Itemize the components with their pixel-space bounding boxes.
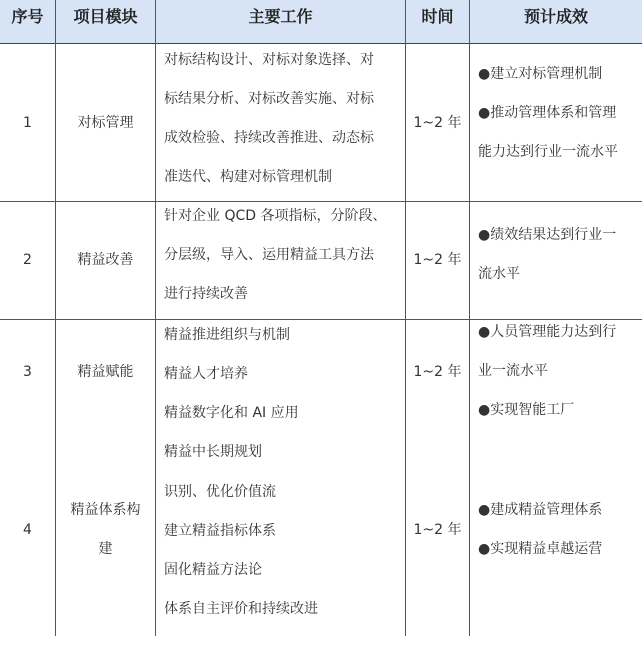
result-line: ●实现精益卓越运营 <box>478 541 603 557</box>
table-row-1-time: 1~2 年 <box>413 114 462 131</box>
work-line: 精益数字化和 AI 应用 <box>164 405 299 421</box>
work-line: 针对企业 QCD 各项指标，分阶段、 <box>164 208 387 224</box>
table-row-4-time: 1~2 年 <box>413 521 462 538</box>
table-row-1-module: 对标管理 <box>77 114 134 131</box>
work-line: 标结果分析、对标改善实施、对标 <box>164 91 374 107</box>
header-seq: 序号 <box>11 7 44 26</box>
table-row-4-result <box>470 491 642 571</box>
work-line: 体系自主评价和持续改进 <box>164 601 318 617</box>
module-line: 精益体系构 <box>70 502 141 518</box>
table-row-3-time: 1~2 年 <box>413 363 462 380</box>
work-line: 精益中长期规划 <box>164 444 262 460</box>
table-row-1-work <box>156 38 405 201</box>
header-module: 项目模块 <box>73 7 138 26</box>
result-line: ●人员管理能力达到行 <box>478 324 617 340</box>
table-row-2-seq: 2 <box>23 252 32 268</box>
table-row-2-module: 精益改善 <box>77 252 134 268</box>
result-line: ●建成精益管理体系 <box>478 502 603 518</box>
table-row-1-seq: 1 <box>23 114 32 131</box>
result-line: 能力达到行业一流水平 <box>478 144 618 160</box>
table-row-4-seq: 4 <box>23 521 32 538</box>
result-line: ●实现智能工厂 <box>478 402 575 418</box>
table-row-4-module <box>56 490 155 570</box>
work-line: 准迭代、构建对标管理机制 <box>164 169 332 185</box>
table-row-3-seq: 3 <box>23 363 32 380</box>
work-line: 进行持续改善 <box>164 286 248 302</box>
work-line: 分层级，导入、运用精益工具方法 <box>164 247 374 263</box>
result-line: ●推动管理体系和管理 <box>478 105 617 121</box>
table-row-2-result <box>470 199 642 319</box>
table-row-3-module: 精益赋能 <box>77 363 134 380</box>
result-line: 流水平 <box>478 266 520 282</box>
module-line: 建 <box>98 541 113 557</box>
work-line: 识别、优化价值流 <box>164 484 276 500</box>
work-line: 精益推进组织与机制 <box>164 327 290 343</box>
table-row-3-result <box>470 313 642 433</box>
table-row-2-work <box>156 194 405 319</box>
work-line: 固化精益方法论 <box>164 562 262 578</box>
header-work: 主要工作 <box>248 7 313 26</box>
work-line: 成效检验、持续改善推进、动态标 <box>164 130 374 146</box>
work-line: 精益人才培养 <box>164 366 248 382</box>
result-line: ●绩效结果达到行业一 <box>478 227 617 243</box>
table-row-3-work <box>156 313 405 473</box>
result-line: ●建立对标管理机制 <box>478 66 603 82</box>
header-time: 时间 <box>421 7 454 26</box>
table-row-2-time: 1~2 年 <box>413 252 462 268</box>
result-line: 业一流水平 <box>478 363 548 379</box>
work-line: 对标结构设计、对标对象选择、对 <box>164 52 374 68</box>
header-result: 预计成效 <box>523 7 588 26</box>
table-row-4-work <box>156 470 405 630</box>
work-line: 建立精益指标体系 <box>164 523 276 539</box>
table-row-1-result <box>470 38 642 201</box>
